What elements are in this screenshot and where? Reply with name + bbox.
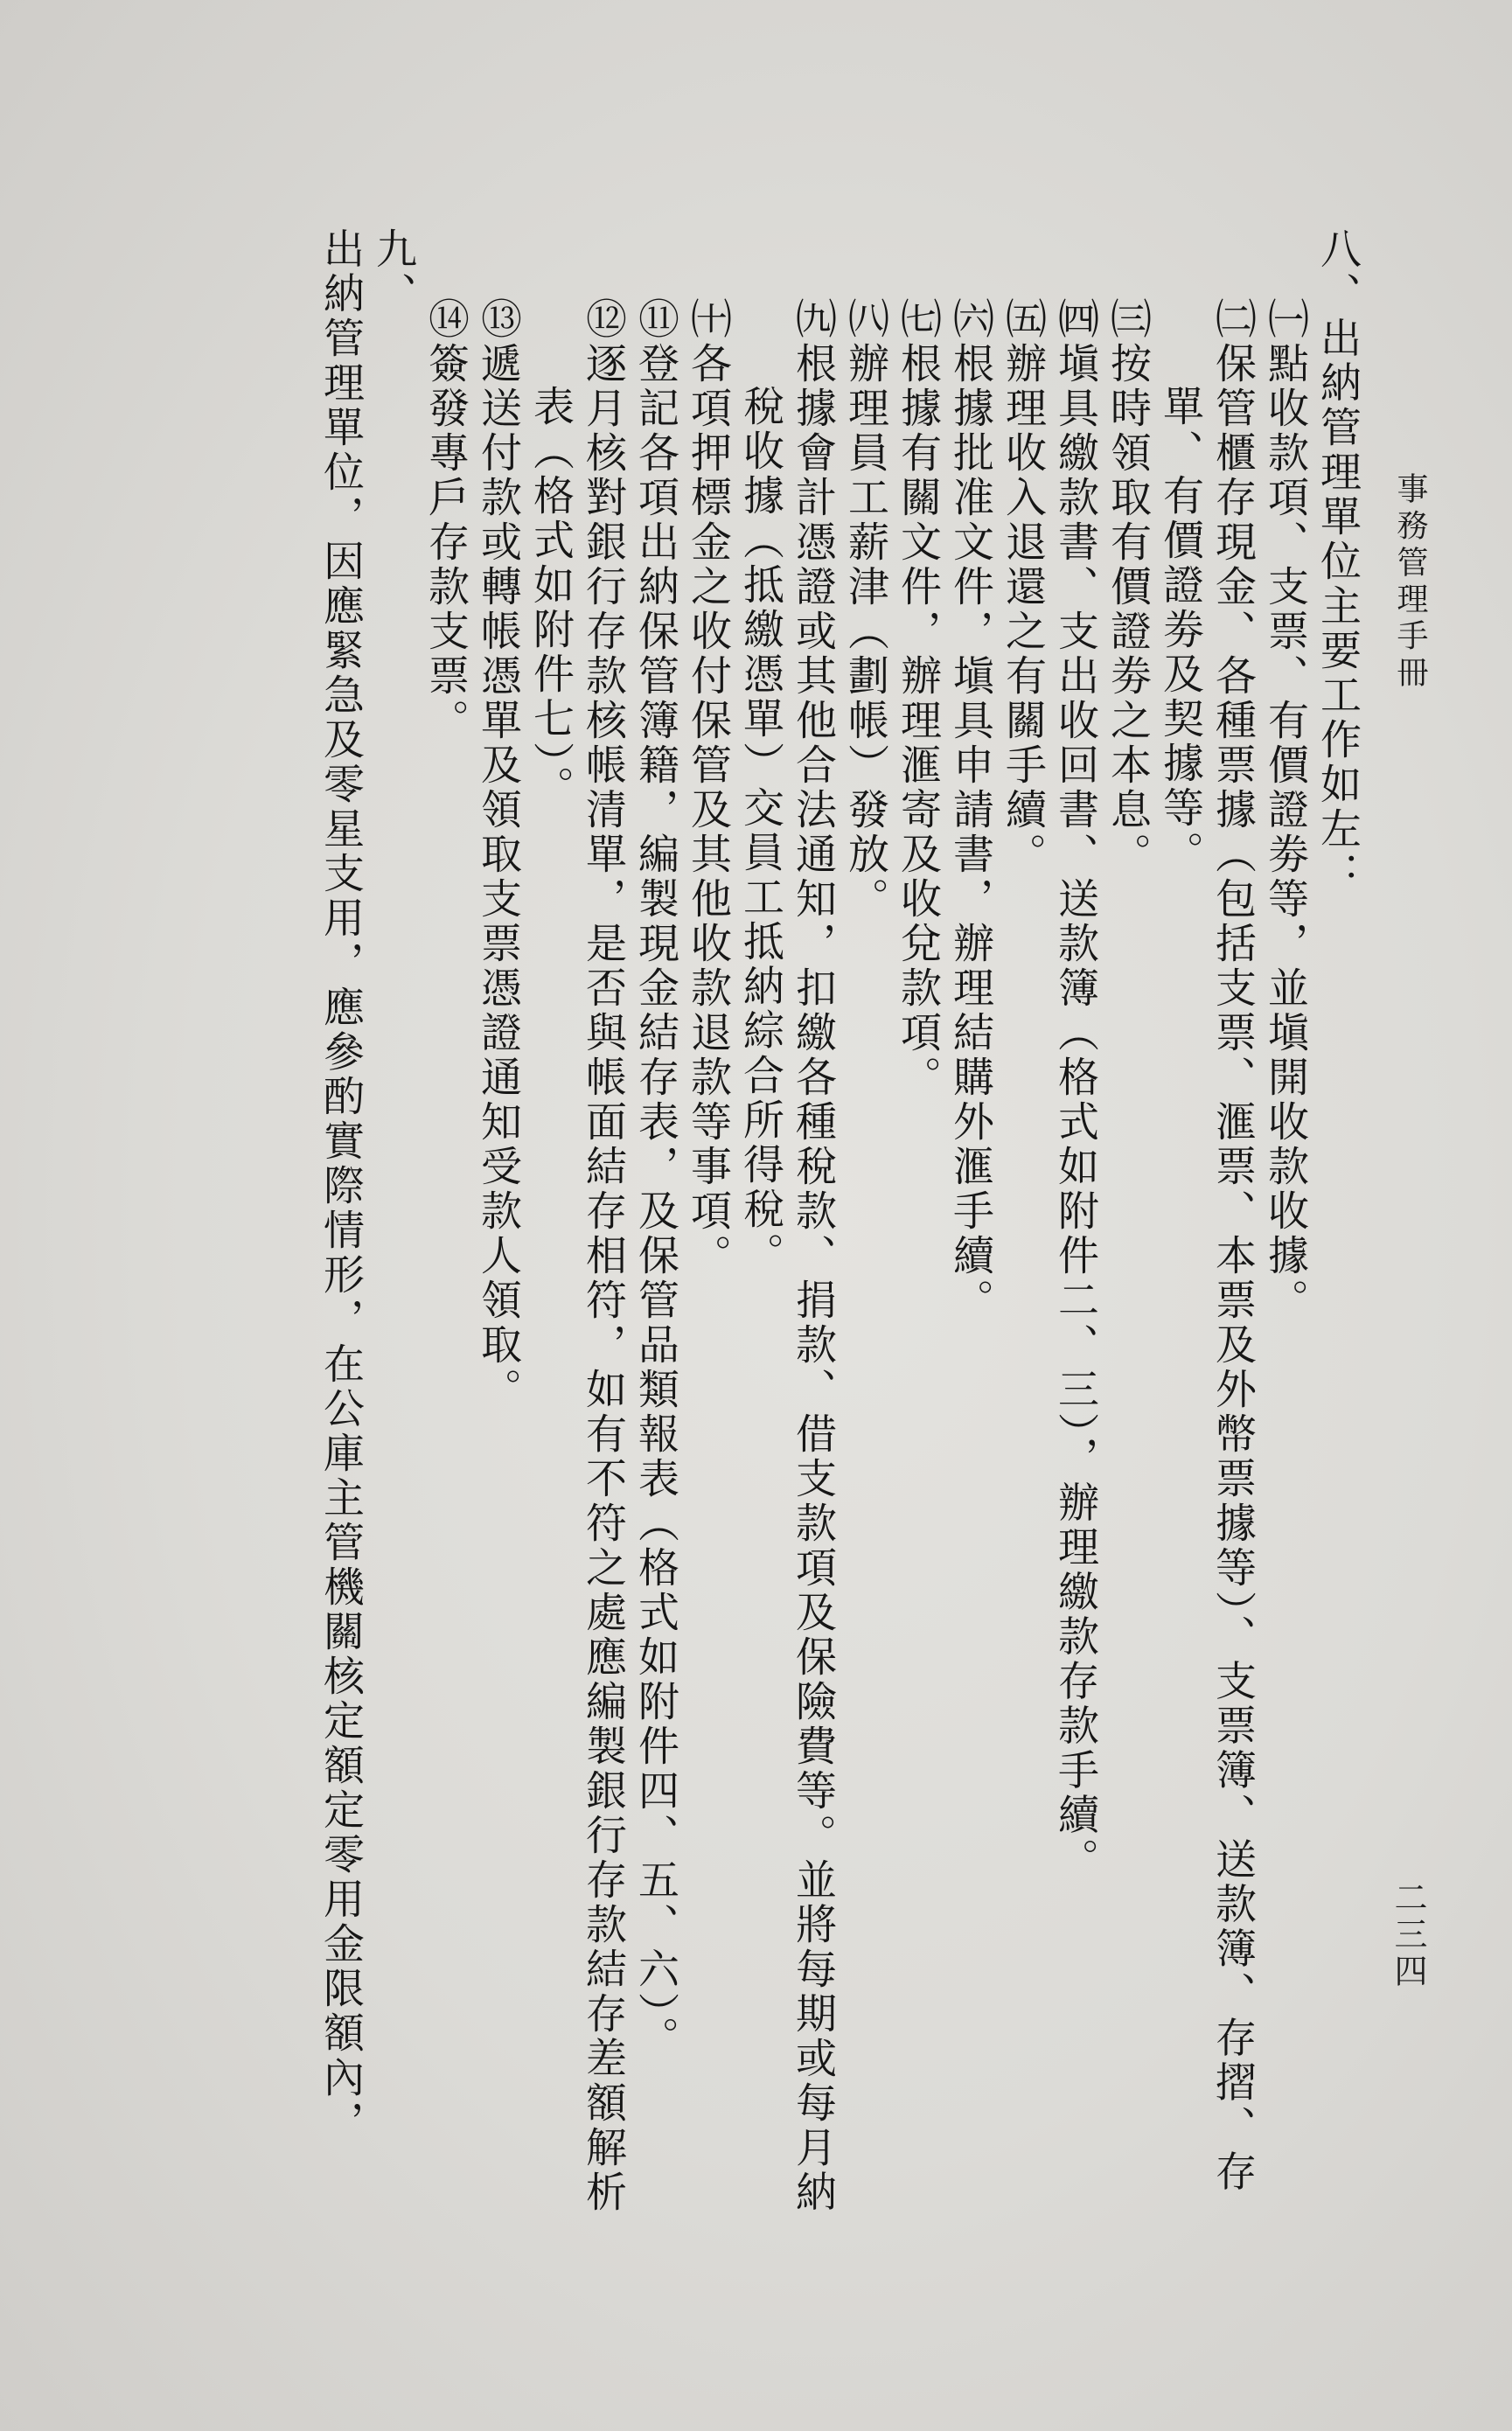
- section-8-item-4: ㈣塡具繳款書、支出收回書、送款簿（格式如附件二、三），辦理繳款存款手續。: [1051, 297, 1099, 1883]
- section-9-body: 出納管理單位，因應緊急及零星支用，應參酌實際情形，在公庫主管機關核定額定零用金限額內，: [317, 227, 365, 2145]
- section-8-item-11: ⑪登記各項出納保管簿籍，編製現金結存表，及保管品類報表（格式如附件四、五、六）。: [631, 297, 679, 2061]
- section-8-item-7: ㈦根據有關文件，辦理滙寄及收兌款項。: [894, 297, 942, 1100]
- section-8-heading: 八、出納管理單位主要工作如左：: [1313, 227, 1362, 896]
- section-8-item-12-continued: 表（格式如附件七）。: [526, 385, 575, 811]
- section-8-item-10: ㈩各項押標金之收付保管及其他收款退款等事項。: [684, 297, 732, 1278]
- section-8-item-14: ⑭簽發專戶存款支票。: [422, 297, 470, 743]
- section-8-item-8: ㈧辦理員工薪津（劃帳）發放。: [841, 297, 889, 922]
- section-8-item-13: ⑬遞送付款或轉帳憑單及領取支票憑證通知受款人領取。: [474, 297, 522, 1412]
- section-8-item-9-continued: 稅收據（抵繳憑單）交員工抵納綜合所得稅。: [736, 385, 784, 1277]
- running-header-title: 事務管理手冊: [1392, 472, 1428, 693]
- section-8-item-9: ㈨根據會計憑證或其他合法通知，扣繳各種稅款、捐款、借支款項及保險費等。並將每期或每月納: [789, 297, 837, 2215]
- section-8-item-12: ⑫逐月核對銀行存款核帳清單，是否與帳面結存相符，如有不符之處應編製銀行存款結存差額解析: [579, 297, 627, 2215]
- section-8-item-6: ㈥根據批准文件，塡具申請書，辦理結購外滙手續。: [946, 297, 994, 1323]
- page-number: 二三四: [1389, 1880, 1427, 1990]
- body-text: [314, 227, 1363, 2326]
- section-9-heading: 九、: [369, 227, 417, 317]
- section-8-item-1: ㈠點收款項、支票、有價證劵等，並塡開收款收據。: [1261, 297, 1309, 1323]
- section-8-item-5: ㈤辦理收入退還之有關手續。: [999, 297, 1047, 877]
- section-8-item-2-continued: 單、有價證劵及契據等。: [1156, 385, 1204, 875]
- section-8-item-2: ㈡保管櫃存現金、各種票據（包括支票、滙票、本票及外幣票據等）、支票簿、送款簿、存摺、存: [1209, 297, 1257, 2195]
- section-8-item-3: ㈢按時領取有價證劵之本息。: [1104, 297, 1152, 877]
